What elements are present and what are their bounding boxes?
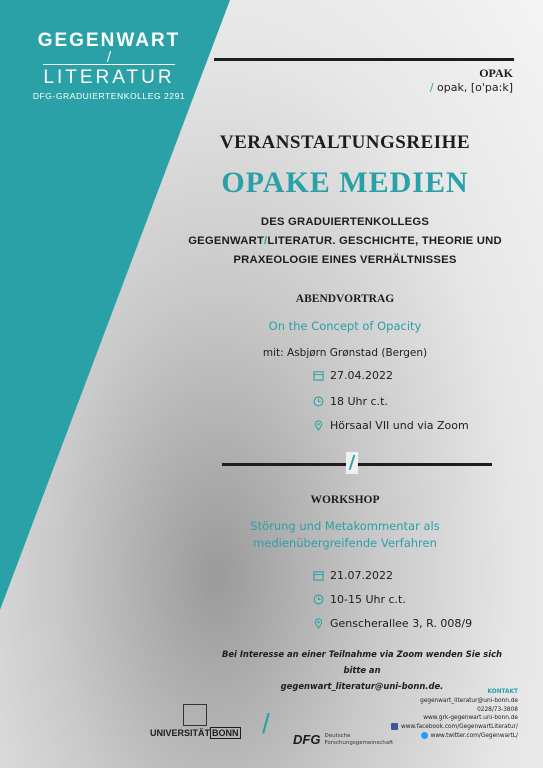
event1-speaker: mit: Asbjørn Grønstad (Bergen) — [262, 347, 428, 359]
brand-title: GEGENWART — [37, 30, 181, 51]
event1-place-row — [313, 419, 469, 432]
event1-date-row — [313, 369, 393, 382]
calendar-icon — [313, 570, 324, 581]
dfg-logo: DFG Deutsche Forschungsgemeinschaft — [293, 732, 394, 747]
brand-subtitle: LITERATUR — [43, 64, 174, 89]
contact-email[interactable]: gegenwart_literatur@uni-bonn.de — [420, 697, 518, 704]
event2-date: 21.07.2022 — [330, 569, 393, 582]
event1-date: 27.04.2022 — [330, 369, 393, 382]
university-bonn-logo: UNIVERSITÄT BONN — [150, 704, 241, 738]
event2-time-row — [313, 593, 406, 606]
contact-web[interactable]: www.grk-gegenwart.uni-bonn.de — [423, 715, 518, 722]
location-pin-icon — [313, 420, 324, 431]
glossary-slash: / — [429, 81, 434, 94]
contact-phone: 0228/73-3808 — [477, 706, 518, 713]
contact-facebook[interactable]: www.facebook.com/GegenwartLiteratur/ — [391, 723, 518, 732]
glossary-pronunciation: opak, [o'pa:k] — [437, 81, 513, 94]
zoom-note: Bei Interesse an einer Teilnahme via Zoom wenden Sie sich bitte an gegenwart_literatur@uni-bonn.de. — [212, 646, 512, 694]
event1-type: ABENDVORTRAG — [295, 293, 395, 305]
event2-type: WORKSHOP — [310, 494, 380, 506]
contact-block — [391, 688, 518, 741]
event1-time: 18 Uhr c.t. — [330, 395, 388, 408]
series-title: OPAKE MEDIEN — [221, 166, 469, 199]
brand-line: DFG-GRADUIERTENKOLLEG 2291 — [32, 91, 186, 101]
glossary-entry — [430, 66, 513, 94]
brand-slash: / — [106, 50, 112, 65]
event1-place: Hörsaal VII und via Zoom — [330, 419, 469, 432]
calendar-icon — [313, 370, 324, 381]
clock-icon — [313, 594, 324, 605]
series-subtitle: DES GRADUIERTENKOLLEGS GEGENWART/LITERATUR. GESCHICHTE, THEORIE UND PRAXEOLOGIE EINES VERHÄLTNISSES — [188, 216, 502, 266]
contact-label: KONTAKT — [487, 689, 518, 695]
location-pin-icon — [313, 618, 324, 629]
event2-place: Genscherallee 3, R. 008/9 — [330, 617, 473, 630]
event2-date-row — [313, 569, 393, 582]
event2-place-row — [313, 617, 472, 630]
event2-time: 10-15 Uhr c.t. — [330, 593, 406, 606]
clock-icon — [313, 396, 324, 407]
facebook-icon — [391, 723, 398, 730]
zoom-email-link[interactable]: gegenwart_literatur@uni-bonn.de. — [280, 681, 444, 691]
brand-logo — [24, 30, 194, 101]
contact-twitter[interactable]: www.twitter.com/GegenwartL/ — [391, 732, 518, 741]
event2-title: Störung und Metakommentar als medienübergreifende Verfahren — [250, 519, 440, 550]
glossary-word: OPAK — [479, 66, 513, 80]
twitter-icon — [421, 732, 428, 739]
divider-slash: / — [346, 452, 358, 474]
logo-slash: / — [262, 708, 270, 739]
event1-title: On the Concept of Opacity — [268, 319, 422, 333]
university-emblem — [183, 704, 207, 726]
event1-time-row — [313, 395, 388, 408]
top-rule — [214, 58, 514, 61]
series-heading: VERANSTALTUNGSREIHE — [219, 132, 471, 153]
